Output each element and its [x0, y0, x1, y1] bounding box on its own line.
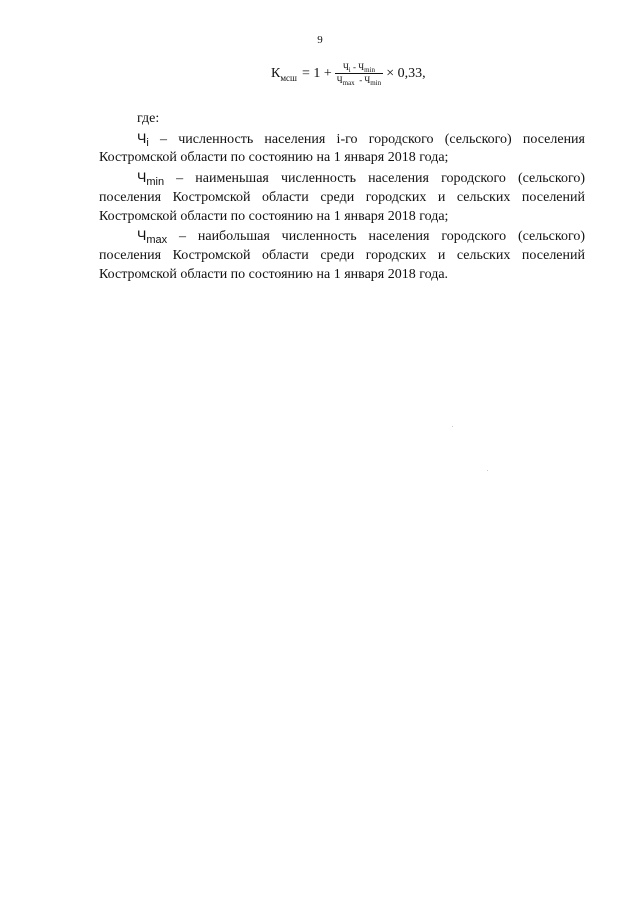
definitions-block — [99, 110, 585, 284]
scan-speck — [452, 426, 453, 427]
definitions-intro: где: — [137, 111, 160, 126]
denominator-minus: - Ч — [354, 75, 371, 85]
definition-text: – численность населения i-го городского (сельского) поселения Костромской области по состоянию на 1 января 2018 года; — [99, 131, 585, 166]
definition-symbol-subscript: max — [146, 234, 168, 247]
definition-text: – наибольшая численность населения городского (сельского) поселения Костромской области среди городских и сельских поселений Костромской области по состоянию на 1 января 2018 года. — [99, 229, 585, 282]
formula-lhs-letter: К — [271, 65, 281, 81]
numerator-sub-i: i — [348, 66, 351, 74]
numerator-symbol: Ч — [342, 62, 349, 72]
denominator-sub-min: min — [370, 79, 382, 87]
scan-speck — [487, 470, 488, 471]
formula-lhs-subscript: мсш — [280, 72, 297, 83]
formula — [271, 62, 426, 85]
definition-symbol: Ч — [137, 227, 147, 244]
page-number: 9 — [317, 34, 323, 46]
definition-ch-i — [99, 129, 585, 168]
denominator-symbol: Ч — [336, 75, 343, 85]
definition-text: – наименьшая численность населения городского (сельского) поселения Костромской области среди городских и сельских поселений Костромской области по состоянию на 1 января 2018 года; — [99, 171, 585, 224]
fraction-numerator — [339, 62, 379, 73]
definition-ch-min — [99, 168, 585, 226]
definition-symbol-subscript: min — [146, 176, 165, 189]
numerator-minus: - Ч — [350, 62, 365, 72]
numerator-sub-min: min — [364, 66, 375, 74]
definition-symbol-subscript: i — [146, 136, 149, 149]
denominator-sub-max: max — [342, 79, 355, 87]
definition-symbol: Ч — [137, 129, 147, 146]
formula-multiplier: × 0,33, — [386, 65, 426, 81]
definition-ch-max — [99, 226, 585, 284]
formula-equals-one-plus: = 1 + — [301, 65, 332, 81]
fraction-denominator — [335, 74, 383, 85]
definition-symbol: Ч — [137, 169, 147, 186]
formula-fraction — [335, 62, 383, 85]
